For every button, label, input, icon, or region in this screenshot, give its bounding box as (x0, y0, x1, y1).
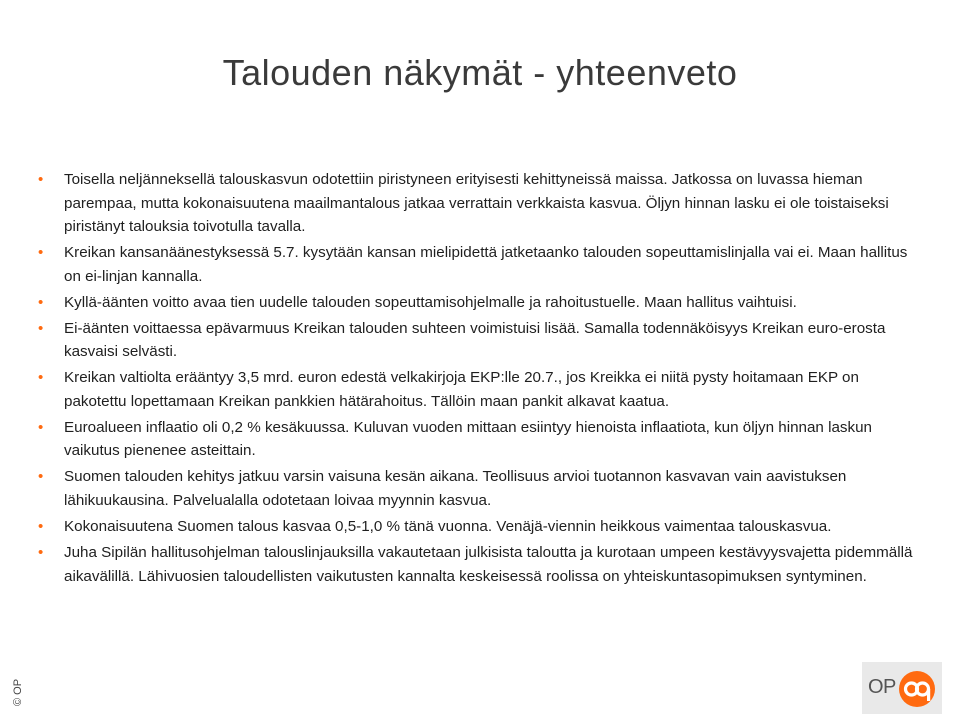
bullet-item (36, 515, 916, 539)
bullet-list (36, 168, 916, 591)
copyright-footer (10, 670, 30, 710)
bullet-text: Toisella neljänneksellä talouskasvun odotettiin piristyneen erityisesti kehittyneissä maissa. Jatkossa on luvassa hieman parempaa, mutta kokonaisuutena maailmantalous jatkaa verrattain verkkaista kasvua. Öljyn hinnan lasku ei ole toistaiseksi piristänyt talouksia toivotulla tavalla. (64, 171, 889, 236)
bullet-icon: • (38, 293, 44, 311)
bullet-text: Juha Sipilän hallitusohjelman talouslinjauksilla vakautetaan julkisista taloutta ja kurotaan umpeen kestävyysvajetta pidemmällä aikavälillä. Lähivuosien taloudellisten vaikutusten kannalta keskeisessä roolissa on yhteiskuntasopimuksen syntyminen. (64, 544, 913, 585)
bullet-text: Kreikan kansanäänestyksessä 5.7. kysytään kansan mielipidettä jatketaanko talouden sopeuttamislinjalla vai ei. Maan hallitus on ei-linjan kannalla. (64, 244, 908, 285)
bullet-text: Kreikan valtiolta erääntyy 3,5 mrd. euron edestä velkakirjoja EKP:lle 20.7., jos Kreikka ei niitä pysty hoitamaan EKP on pakotettu lopettamaan Kreikan pankkien hätärahoitus. Tällöin maan pankit alkavat kaatua. (64, 369, 859, 410)
bullet-icon: • (38, 171, 44, 188)
bullet-text: Kokonaisuutena Suomen talous kasvaa 0,5-1,0 % tänä vuonna. Venäjä-viennin heikkous vaimentaa talouskasvua. (64, 518, 832, 536)
bullet-item (36, 465, 916, 512)
bullet-item (36, 317, 916, 364)
bullet-item (36, 416, 916, 463)
bullet-icon: • (38, 244, 44, 262)
bullet-icon: • (38, 544, 44, 562)
bullet-icon: • (38, 319, 44, 337)
bullet-icon: • (38, 518, 44, 536)
logo-text: OP (868, 676, 896, 698)
bullet-item (36, 291, 916, 315)
bullet-icon: • (38, 369, 44, 387)
bullet-item (36, 241, 916, 288)
bullet-item (36, 541, 916, 588)
bullet-text: Ei-äänten voittaessa epävarmuus Kreikan talouden suhteen voimistuisi lisää. Samalla todennäköisyys Kreikan euro-erosta kasvaisi selvästi. (64, 319, 886, 361)
bullet-icon: • (38, 418, 44, 436)
bullet-icon: • (38, 468, 44, 486)
copyright-text: © OP (12, 678, 24, 706)
bullet-text: Suomen talouden kehitys jatkuu varsin vaisuna kesän aikana. Teollisuus arvioi tuotannon kasvavan vain aavistuksen lähikuukausina. Palvelualalla odotetaan loivaa myynnin kasvua. (64, 468, 847, 510)
bullet-item (36, 168, 916, 239)
bullet-text: Euroalueen inflaatio oli 0,2 % kesäkuussa. Kuluvan vuoden mittaan esiintyy hienoista inflaatiota, kun öljyn hinnan laskun vaikutus pienenee asteittain. (64, 418, 872, 460)
bullet-text: Kyllä-äänten voitto avaa tien uudelle talouden sopeuttamisohjelmalle ja rahoitustuelle. Maan hallitus vaihtuisi. (64, 293, 797, 311)
op-logo-icon (898, 670, 936, 708)
bullet-item (36, 366, 916, 413)
op-logo (862, 662, 942, 714)
slide-title: Talouden näkymät - yhteenveto (222, 52, 738, 93)
